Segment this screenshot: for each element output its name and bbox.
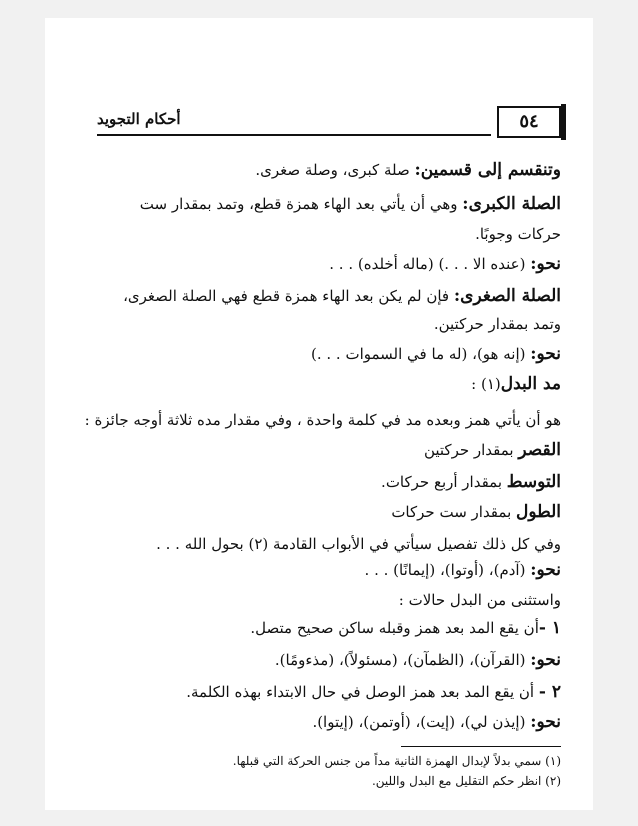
term: ١ - (538, 618, 561, 638)
text-line (255, 160, 561, 180)
text-line (434, 314, 561, 334)
term: ٢ - (538, 682, 561, 702)
text-line (250, 618, 561, 638)
term: نحو: (530, 560, 561, 580)
line-text: أن يقع المد بعد همز الوصل في حال الابتداء بهذه الكلمة. (186, 683, 539, 701)
line-text: واستثنى من البدل حالات : (398, 591, 561, 609)
term: نحو: (530, 712, 561, 732)
text-line (123, 286, 561, 306)
line-text: بمقدار أربع حركات. (381, 473, 507, 491)
book-title: أحكام التجويد (97, 110, 181, 128)
line-text: (١) : (471, 375, 501, 393)
text-line (365, 560, 561, 580)
term: الصلة الصغرى: (453, 286, 561, 306)
line-text: بمقدار حركتين (423, 441, 519, 459)
text-line (275, 650, 561, 670)
term: التوسط (506, 472, 561, 492)
text-line (140, 194, 561, 214)
text-line (329, 254, 561, 274)
term: القصر (518, 440, 561, 460)
footnote-rule (401, 746, 561, 747)
line-text: (إيذن لي)، (إيت)، (أوتمن)، (إيتوا). (312, 713, 531, 731)
line-text: وهي أن يأتي بعد الهاء همزة قطع، وتمد بمقدار ست (139, 195, 463, 213)
term: نحو: (530, 344, 561, 364)
text-line (381, 472, 561, 492)
text-line (391, 502, 561, 522)
text-line (186, 682, 561, 702)
text-line (399, 590, 561, 610)
term: الصلة الكبرى: (462, 194, 561, 214)
term: نحو: (530, 650, 561, 670)
line-text: (عنده الا . . .) (ماله أخلده) . . . (329, 255, 531, 273)
term: وتنقسم إلى قسمين: (414, 160, 561, 180)
page-header (97, 100, 561, 140)
line-text: (آدم)، (أوتوا)، (إيمانًا) . . . (364, 561, 531, 579)
term: نحو: (530, 254, 561, 274)
page (45, 18, 593, 810)
line-text: صلة كبرى، وصلة صغرى. (255, 161, 415, 179)
text-line (475, 224, 561, 244)
text-line (471, 374, 561, 394)
page-number: ٥٤ (497, 106, 561, 138)
line-text: (القرآن)، (الظمآن)، (مسئولاً)، (مذءومًا). (274, 651, 531, 669)
line-text: حركات وجوبًا. (475, 225, 561, 243)
line-text: وتمد بمقدار حركتين. (433, 315, 561, 333)
line-text: هو أن يأتي همز وبعده مد في كلمة واحدة ، وفي مقدار مده ثلاثة أوجه جائزة : (84, 411, 561, 429)
term: مد البدل (500, 374, 561, 394)
term: الطول (516, 502, 561, 522)
line-text: (إنه هو)، (له ما في السموات . . .) (311, 345, 531, 363)
line-text: أن يقع المد بعد همز وقبله ساكن صحيح متصل. (250, 619, 539, 637)
line-text: بمقدار ست حركات (391, 503, 517, 521)
text-line (424, 440, 561, 460)
text-line (156, 534, 561, 554)
text-line (311, 344, 561, 364)
footnote: (٢) انظر حكم التقليل مع البدل واللين. (371, 774, 561, 788)
text-line (312, 712, 561, 732)
header-rule (97, 134, 491, 136)
text-line (85, 410, 561, 430)
footnote: (١) سمي بدلاً لإبدال الهمزة الثانية مداً من جنس الحركة التي قبلها. (232, 754, 561, 768)
line-text: فإن لم يكن بعد الهاء همزة قطع فهي الصلة الصغرى، (123, 287, 454, 305)
line-text: وفي كل ذلك تفصيل سيأتي في الأبواب القادمة (٢) بحول الله . . . (156, 535, 561, 553)
